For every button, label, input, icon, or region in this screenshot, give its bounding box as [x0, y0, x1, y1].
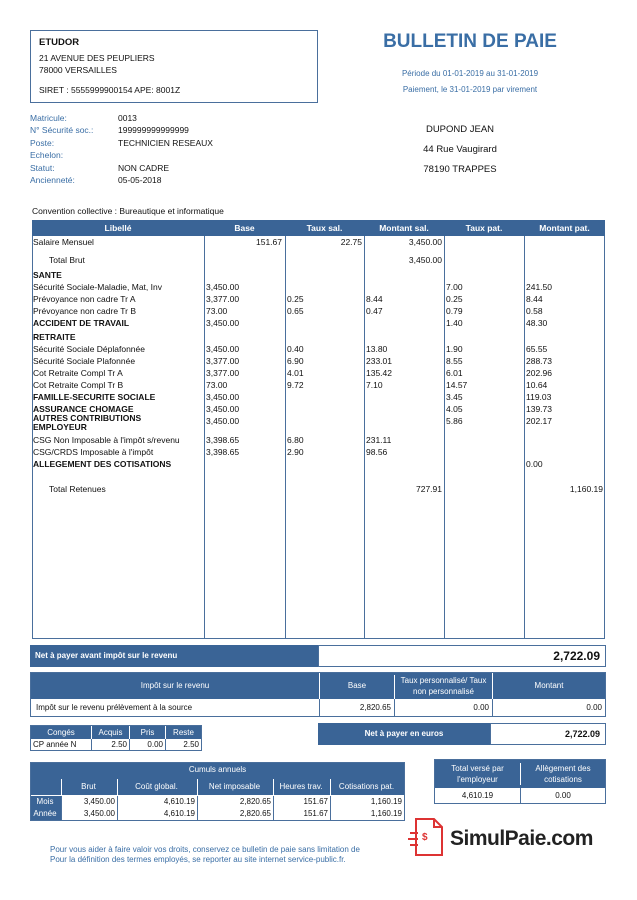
row-cell: 65.55 — [526, 344, 548, 354]
info-label: Echelon: — [30, 150, 64, 161]
conges-cell: 2.50 — [165, 739, 201, 750]
row-cell: 8.44 — [526, 294, 543, 304]
row-cell: 0.79 — [446, 306, 463, 316]
impot-header-base: Base — [319, 673, 394, 699]
cumuls-cell: 4,610.19 — [117, 808, 197, 820]
conges-cell: 0.00 — [129, 739, 165, 750]
row-cell: 3,377.00 — [206, 294, 240, 304]
row-cell: 202.96 — [526, 368, 552, 378]
info-label: N° Sécurité soc.: — [30, 125, 94, 136]
cumuls-table — [30, 762, 405, 821]
conges-cell: 2.50 — [91, 739, 129, 750]
row-label: Total Brut — [49, 255, 85, 265]
conges-table — [30, 725, 202, 751]
info-value: TECHNICIEN RESEAUX — [118, 137, 213, 148]
row-cell: 3,450.00 — [206, 416, 240, 426]
row-label: Prévoyance non cadre Tr A — [33, 294, 136, 304]
row-cell: 3.45 — [446, 392, 463, 402]
row-cell: 6.01 — [446, 368, 463, 378]
row-cell: 9.72 — [287, 380, 304, 390]
employer-address2: 78000 VERSAILLES — [39, 65, 117, 75]
col-base: Base — [234, 223, 255, 233]
cumuls-cell: 3,450.00 — [61, 808, 117, 820]
impot-row-libelle: Impôt sur le revenu prélèvement à la source — [36, 703, 193, 712]
row-cell: 231.11 — [366, 435, 392, 445]
row-cell: 6.90 — [287, 356, 304, 366]
col-taux-sal: Taux sal. — [306, 223, 343, 233]
cumuls-header: Coût global. — [117, 779, 197, 795]
row-label: Prévoyance non cadre Tr B — [33, 306, 137, 316]
row-cell: 73.00 — [206, 380, 228, 390]
impot-header-montant: Montant — [492, 673, 605, 699]
row-label: Salaire Mensuel — [33, 237, 94, 247]
row-cell: 6.80 — [287, 435, 304, 445]
row-cell: 48.30 — [526, 318, 548, 328]
row-label: CSG/CRDS Imposable à l'impôt — [33, 447, 154, 457]
payment-text: Paiement, le 31-01-2019 par virement — [402, 85, 538, 94]
row-label: ACCIDENT DE TRAVAIL — [33, 318, 130, 328]
row-cell: 3,450.00 — [206, 404, 240, 414]
cumuls-header: Cotisations pat. — [330, 779, 404, 795]
employee-address2: 78190 TRAPPES — [423, 164, 497, 175]
info-label: Poste: — [30, 137, 55, 148]
row-cell: 8.44 — [366, 294, 383, 304]
row-cell: 0.40 — [287, 344, 304, 354]
conges-header: Congés — [47, 728, 75, 737]
net-avant-impot-value: 2,722.09 — [318, 645, 606, 667]
footer-line2: Pour la définition des termes employés, se reporter au site internet service-public.fr. — [50, 855, 346, 864]
cumuls-header: Net imposable — [197, 779, 273, 795]
row-cell: 1.40 — [446, 318, 463, 328]
row-cell: 3,450.00 — [206, 318, 240, 328]
info-label: Statut: — [30, 162, 55, 173]
row-label: Sécurité Sociale-Maladie, Mat, Inv — [33, 282, 162, 292]
row-cell: 202.17 — [526, 416, 552, 426]
row-label: AUTRES CONTRIBUTIONS EMPLOYEUR — [33, 413, 142, 432]
footer-text — [50, 845, 360, 865]
document-icon — [408, 815, 448, 861]
employee-address — [400, 120, 520, 180]
document-title: BULLETIN DE PAIE — [383, 31, 557, 52]
impot-header-libelle: Impôt sur le revenu — [140, 681, 210, 690]
payslip-header — [32, 220, 605, 236]
row-cell: 0.25 — [287, 294, 304, 304]
cumuls-cell: 1,160.19 — [330, 808, 404, 820]
info-label: Matricule: — [30, 113, 67, 123]
net-avant-impot-label: Net à payer avant impôt sur le revenu — [30, 645, 318, 667]
row-cell: 14.57 — [446, 380, 468, 390]
row-cell: 2.90 — [287, 447, 304, 457]
row-cell: 4.01 — [287, 368, 304, 378]
svg-text:$: $ — [422, 832, 428, 843]
row-label: Cot Retraite Compl Tr B — [33, 380, 124, 390]
cumuls-cell: 2,820.65 — [197, 796, 273, 808]
impot-row-base: 2,820.65 — [319, 699, 394, 716]
row-cell: 3,450.00 — [206, 392, 240, 402]
info-value: 05-05-2018 — [118, 175, 162, 186]
row-label: RETRAITE — [33, 332, 76, 342]
simulpaie-logo — [408, 815, 630, 865]
row-cell: 135.42 — [366, 368, 392, 378]
row-cell: 3,450.00 — [408, 255, 442, 265]
impot-table — [30, 672, 606, 717]
employer-total-value: 4,610.19 — [461, 791, 494, 800]
brand-text: SimulPaie.com — [450, 827, 593, 850]
cumuls-cell: 151.67 — [273, 808, 330, 820]
net-euros-label: Net à payer en euros — [318, 723, 490, 745]
row-label: FAMILLE-SECURITE SOCIALE — [33, 392, 156, 402]
col-libelle: Libellé — [104, 223, 132, 233]
row-cell: 151.67 — [256, 237, 282, 247]
employer-name: ETUDOR — [39, 37, 80, 48]
impot-header-taux: Taux personnalisé/ Taux non personnalisé — [394, 675, 492, 699]
row-cell: 0.00 — [526, 459, 543, 469]
info-value: 199999999999999 — [118, 125, 189, 136]
col-montant-sal: Montant sal. — [379, 223, 429, 233]
convention-text: Convention collective : Bureautique et informatique — [32, 206, 224, 216]
row-cell: 139.73 — [526, 404, 552, 414]
cumuls-header — [31, 779, 61, 795]
period-text: Période du 01-01-2019 au 31-01-2019 — [401, 69, 539, 78]
info-value: 0013 — [118, 113, 137, 123]
col-montant-pat: Montant pat. — [539, 223, 590, 233]
row-cell: 22.75 — [340, 237, 362, 247]
row-label: Sécurité Sociale Plafonnée — [33, 356, 136, 366]
row-cell: 727.91 — [416, 484, 442, 494]
employer-total-header: Total versé par l'employeur — [451, 764, 504, 784]
impot-row-taux: 0.00 — [394, 699, 492, 716]
row-cell: 0.25 — [446, 294, 463, 304]
row-cell: 3,398.65 — [206, 435, 240, 445]
cumuls-title: Cumuls annuels — [188, 765, 247, 774]
employer-address1: 21 AVENUE DES PEUPLIERS — [39, 53, 155, 63]
cumuls-cell: 2,820.65 — [197, 808, 273, 820]
row-cell: 233.01 — [366, 356, 392, 366]
row-cell: 0.65 — [287, 306, 304, 316]
row-label: ALLEGEMENT DES COTISATIONS — [33, 459, 172, 469]
row-cell: 4.05 — [446, 404, 463, 414]
row-cell: 1.90 — [446, 344, 463, 354]
row-cell: 3,450.00 — [206, 282, 240, 292]
impot-row-montant: 0.00 — [492, 699, 605, 716]
cumuls-header: Heures trav. — [273, 779, 330, 795]
row-cell: 288.73 — [526, 356, 552, 366]
row-cell: 7.10 — [366, 380, 383, 390]
conges-header: Acquis — [91, 726, 129, 739]
row-cell: 98.56 — [366, 447, 388, 457]
cumuls-header: Brut — [61, 779, 117, 795]
employer-siret: SIRET : 5555999900154 APE: 8001Z — [39, 85, 181, 95]
row-cell: 73.00 — [206, 306, 228, 316]
row-cell: 3,377.00 — [206, 368, 240, 378]
row-label: ASSURANCE CHOMAGE — [33, 404, 134, 414]
period-info — [360, 66, 580, 98]
cumuls-cell: Mois — [31, 796, 61, 808]
employee-name: DUPOND JEAN — [425, 124, 495, 135]
employer-total-table — [434, 759, 606, 804]
row-label: SANTE — [33, 270, 62, 280]
cumuls-cell: 4,610.19 — [117, 796, 197, 808]
row-label: Total Retenues — [49, 484, 106, 494]
row-cell: 13.80 — [366, 344, 388, 354]
col-taux-pat: Taux pat. — [465, 223, 503, 233]
row-cell: 8.55 — [446, 356, 463, 366]
cumuls-cell: 1,160.19 — [330, 796, 404, 808]
employer-box — [30, 30, 318, 103]
row-cell: 0.47 — [366, 306, 383, 316]
row-cell: 3,398.65 — [206, 447, 240, 457]
row-cell: 7.00 — [446, 282, 463, 292]
row-cell: 3,450.00 — [408, 237, 442, 247]
info-value: NON CADRE — [118, 162, 170, 173]
conges-header: Pris — [129, 726, 165, 739]
footer-line1: Pour vous aider à faire valoir vos droits, conservez ce bulletin de paie sans limitation de — [50, 845, 360, 854]
info-label: Ancienneté: — [30, 175, 75, 186]
employee-address1: 44 Rue Vaugirard — [423, 144, 497, 155]
allegement-value: 0.00 — [520, 788, 605, 803]
row-cell: 3,450.00 — [206, 344, 240, 354]
row-cell: 10.64 — [526, 380, 548, 390]
row-cell: 241.50 — [526, 282, 552, 292]
row-cell: 0.58 — [526, 306, 543, 316]
conges-header: Reste — [165, 726, 201, 739]
net-euros-value: 2,722.09 — [490, 723, 606, 745]
cumuls-cell: 3,450.00 — [61, 796, 117, 808]
row-cell: 1,160.19 — [569, 484, 603, 494]
cumuls-cell: 151.67 — [273, 796, 330, 808]
row-cell: 119.03 — [526, 392, 552, 402]
row-cell: 3,377.00 — [206, 356, 240, 366]
cumuls-cell: Année — [31, 808, 61, 820]
row-label: Cot Retraite Compl Tr A — [33, 368, 123, 378]
employee-info — [30, 112, 213, 186]
conges-cell: CP année N — [33, 740, 77, 749]
row-cell: 5.86 — [446, 416, 463, 426]
row-label: Sécurité Sociale Déplafonnée — [33, 344, 145, 354]
allegement-header: Allègement des cotisations — [520, 763, 605, 785]
row-label: CSG Non Imposable à l'impôt s/revenu — [33, 435, 180, 445]
